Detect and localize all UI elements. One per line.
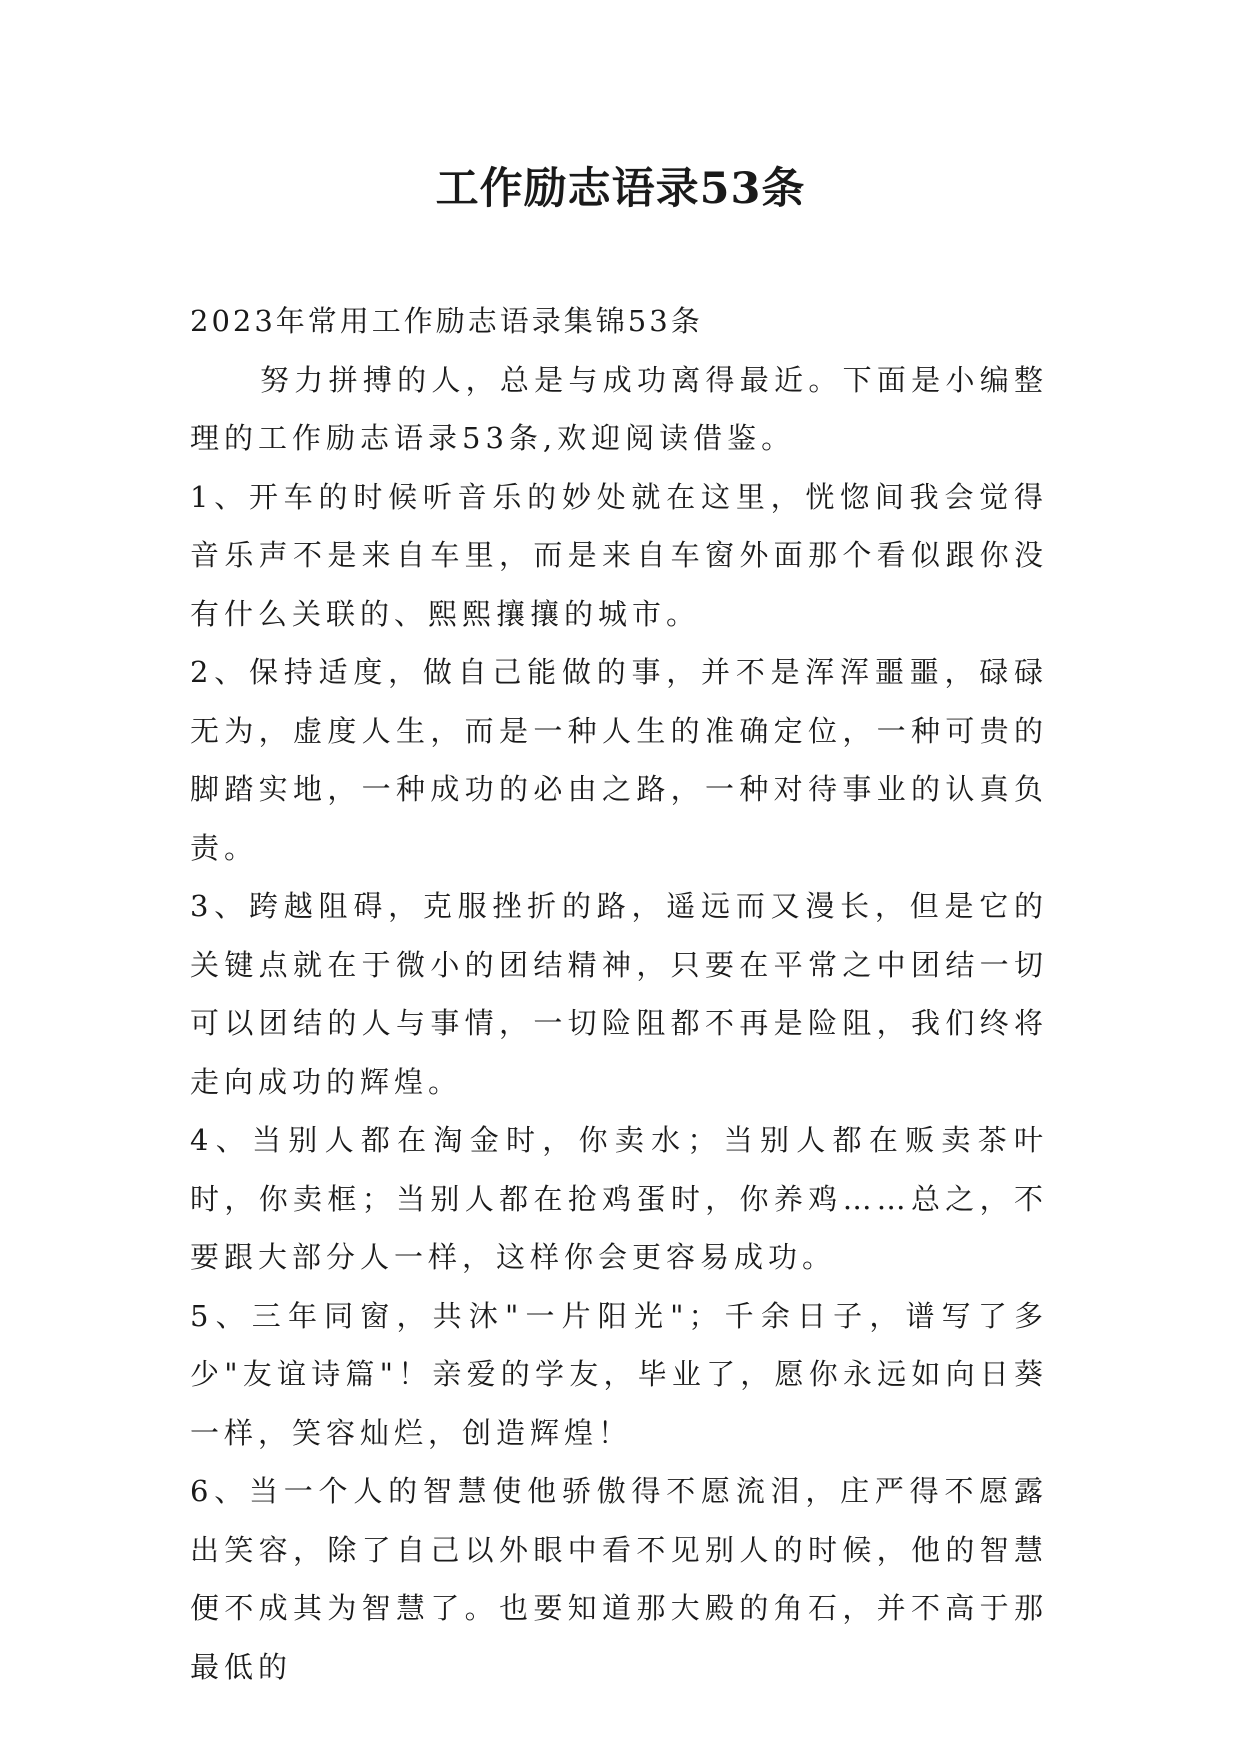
quote-item-5: 5、三年同窗，共沐"一片阳光"；千余日子，谱写了多少"友谊诗篇"！亲爱的学友，毕业了，愿你永远如向日葵一样，笑容灿烂，创造辉煌！ — [190, 1298, 1048, 1450]
document-title: 工作励志语录53条 — [435, 164, 806, 214]
document-body — [190, 292, 1048, 1696]
quote-item-2: 2、保持适度，做自己能做的事，并不是浑浑噩噩，碌碌无为，虚度人生，而是一种人生的准确定位，一种可贵的脚踏实地，一种成功的必由之路，一种对待事业的认真负责。 — [190, 655, 1048, 865]
quote-item-3: 3、跨越阻碍，克服挫折的路，遥远而又漫长，但是它的关键点就在于微小的团结精神，只要在平常之中团结一切可以团结的人与事情，一切险阻都不再是险阻，我们终将走向成功的辉煌。 — [190, 889, 1048, 1099]
quote-item-1: 1、开车的时候听音乐的妙处就在这里，恍惚间我会觉得音乐声不是来自车里，而是来自车窗外面那个看似跟你没有什么关联的、熙熙攘攘的城市。 — [190, 479, 1048, 631]
quote-item-6: 6、当一个人的智慧使他骄傲得不愿流泪，庄严得不愿露出笑容，除了自己以外眼中看不见别人的时候，他的智慧便不成其为智慧了。也要知道那大殿的角石，并不高于那最低的 — [190, 1474, 1048, 1684]
quote-item-4: 4、当别人都在淘金时，你卖水；当别人都在贩卖茶叶时，你卖框；当别人都在抢鸡蛋时，你养鸡……总之，不要跟大部分人一样，这样你会更容易成功。 — [190, 1123, 1048, 1274]
document-subtitle: 2023年常用工作励志语录集锦53条 — [190, 304, 703, 338]
intro-paragraph: 努力拼搏的人，总是与成功离得最近。下面是小编整理的工作励志语录53条,欢迎阅读借鉴。 — [190, 362, 1048, 455]
